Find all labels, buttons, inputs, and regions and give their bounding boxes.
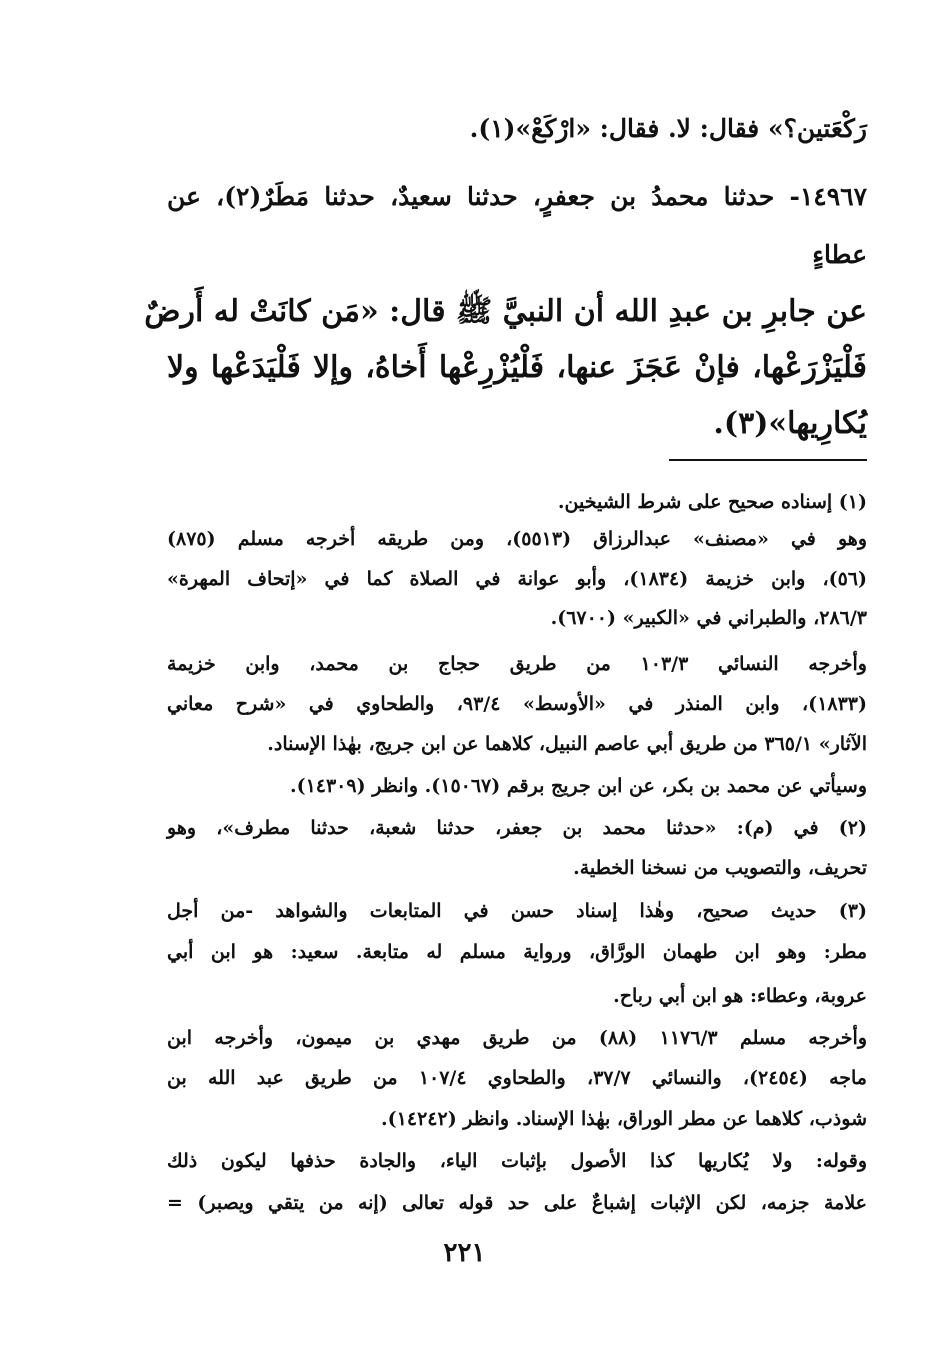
footnote-line-16: شوذب، كلاهما عن مطر الوراق، بهٰذا الإسناد. وانظر (١٤٢٤٢). — [381, 1108, 867, 1130]
main-line-3: عطاءٍ — [812, 240, 867, 269]
footnote-line-15: ماجه (٢٤٥٤)، والنسائي ٣٧/٧، والطحاوي ١٠٧/٤ من طريق عبد الله بن — [167, 1067, 867, 1089]
hadith-line-1: عن جابرِ بن عبدِ الله أن النبيَّ ﷺ قال: «مَن كانَتْ له أَرضٌ — [144, 294, 867, 329]
page-number: ٢٢١ — [443, 1238, 486, 1268]
footnote-line-18: علامة جزمه، لكن الإثبات إشباعٌ على حد قوله تعالى (إنه من يتقي ويصبر) = — [167, 1192, 867, 1214]
footnote-line-4: ٢٨٦/٣، والطبراني في «الكبير» (٦٧٠٠). — [550, 607, 867, 629]
footnote-line-7: الآثار» ٣٦٥/١ من طريق أبي عاصم النبيل، كلاهما عن ابن جريج، بهٰذا الإسناد. — [267, 733, 867, 755]
hadith-line-3: يُكارِيها»(٣). — [713, 406, 867, 441]
footnote-line-14: وأخرجه مسلم ١١٧٦/٣ (٨٨) من طريق مهدي بن ميمون، وأخرجه ابن — [167, 1027, 868, 1049]
footnote-line-5: وأخرجه النسائي ١٠٣/٣ من طريق حجاج بن محمد، وابن خزيمة — [167, 653, 867, 675]
hadith-number-line — [167, 168, 867, 284]
footnote-line-8: وسيأتي عن محمد بن بكر، عن ابن جريج برقم (١٥٠٦٧). وانظر (١٤٣٠٩). — [289, 775, 867, 797]
footnote-line-9: (٢) في (م): «حدثنا محمد بن جعفر، حدثنا شعبة، حدثنا مطرف»، وهو — [167, 817, 867, 839]
footnote-line-1: (١) إسناده صحيح على شرط الشيخين. — [557, 491, 867, 513]
footnote-line-3: (٥٦)، وابن خزيمة (١٨٣٤)، وأبو عوانة في الصلاة كما في «إتحاف المهرة» — [167, 568, 867, 590]
footnote-line-17: وقوله: ولا يُكاريها كذا الأصول بإثبات الياء، والجادة حذفها ليكون ذلك — [167, 1150, 867, 1172]
footnote-line-11: (٣) حديث صحيح، وهٰذا إسناد حسن في المتابعات والشواهد -من أجل — [167, 900, 867, 922]
main-line-2: ١٤٩٦٧- حدثنا محمدُ بن جعفرٍ، حدثنا سعيدٌ، حدثنا مَطَرٌ(٢)، عن — [167, 182, 867, 211]
main-line-1: رَكْعَتين؟» فقال: لا. فقال: «ارْكَعْ»(١). — [469, 114, 867, 143]
hadith-body — [144, 284, 867, 452]
main-text-intro — [167, 100, 867, 158]
footnote-separator — [669, 459, 867, 461]
footnote-line-12: مطر: وهو ابن طهمان الورَّاق، ورواية مسلم له متابعة. سعيد: هو ابن أبي — [167, 941, 867, 963]
hadith-line-2: فَلْيَزْرَعْها، فإنْ عَجَزَ عنها، فَلْيُزْرِعْها أَخاهُ، وإلا فَلْيَدَعْها ولا — [167, 350, 867, 385]
footnote-line-6: (١٨٣٣)، وابن المنذر في «الأوسط» ٩٣/٤، والطحاوي في «شرح معاني — [167, 693, 868, 715]
footnote-line-10: تحريف، والتصويب من نسخنا الخطية. — [573, 857, 867, 879]
footnote-line-13: عروبة، وعطاء: هو ابن أبي رباح. — [613, 985, 867, 1007]
footnote-line-2: وهو في «مصنف» عبدالرزاق (٥٥١٣)، ومن طريقه أخرجه مسلم (٨٧٥) — [167, 528, 867, 550]
